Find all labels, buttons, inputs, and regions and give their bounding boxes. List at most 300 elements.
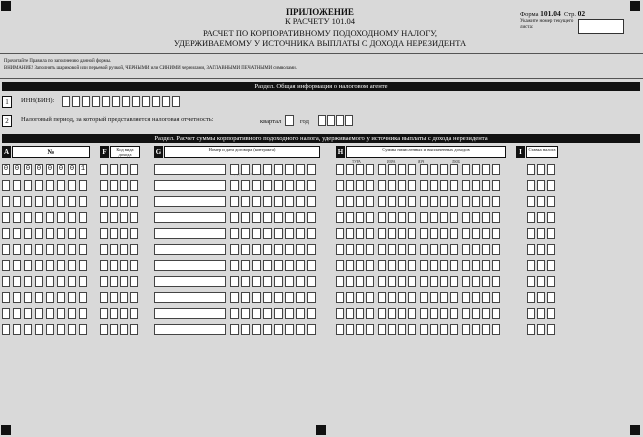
contract-number-field[interactable]	[154, 212, 226, 223]
income-amount-cell[interactable]	[450, 180, 458, 191]
income-amount-cell[interactable]	[482, 196, 490, 207]
contract-date-cell[interactable]	[252, 244, 261, 255]
income-amount-cell[interactable]	[440, 244, 448, 255]
row-number-cell[interactable]	[46, 308, 54, 319]
iin-bin-cell[interactable]	[162, 96, 170, 107]
row-number-cell[interactable]	[79, 260, 87, 271]
income-amount-cell[interactable]	[492, 212, 500, 223]
income-code-cell[interactable]	[100, 308, 108, 319]
row-number-cell[interactable]	[46, 196, 54, 207]
income-amount-cell[interactable]	[450, 308, 458, 319]
row-number-cell[interactable]	[2, 244, 10, 255]
income-amount-cell[interactable]	[356, 228, 364, 239]
income-amount-cell[interactable]	[398, 292, 406, 303]
row-number-cell[interactable]	[24, 244, 32, 255]
tax-rate-cell[interactable]	[537, 292, 545, 303]
income-code-cell[interactable]	[120, 292, 128, 303]
income-code-cell[interactable]	[100, 180, 108, 191]
income-amount-cell[interactable]	[420, 196, 428, 207]
contract-date-cell[interactable]	[307, 244, 316, 255]
income-amount-cell[interactable]	[462, 212, 470, 223]
contract-number-field[interactable]	[154, 228, 226, 239]
income-amount-cell[interactable]	[492, 244, 500, 255]
contract-date-cell[interactable]	[296, 164, 305, 175]
income-code-cell[interactable]	[120, 260, 128, 271]
income-amount-cell[interactable]	[482, 180, 490, 191]
income-amount-cell[interactable]	[336, 164, 344, 175]
income-code-cell[interactable]	[120, 276, 128, 287]
income-amount-cell[interactable]	[492, 324, 500, 335]
contract-date-cell[interactable]	[263, 276, 272, 287]
income-amount-cell[interactable]	[408, 244, 416, 255]
income-code-cell[interactable]	[110, 244, 118, 255]
income-code-cell[interactable]	[100, 196, 108, 207]
income-amount-cell[interactable]	[462, 196, 470, 207]
income-code-cell[interactable]	[130, 228, 138, 239]
income-amount-cell[interactable]	[430, 180, 438, 191]
row-number-cell[interactable]: 0	[25, 165, 31, 173]
row-number-cell[interactable]	[13, 180, 21, 191]
row-number-cell[interactable]	[35, 180, 43, 191]
income-amount-cell[interactable]	[472, 244, 480, 255]
tax-rate-cell[interactable]	[547, 292, 555, 303]
contract-date-cell[interactable]	[285, 260, 294, 271]
contract-date-cell[interactable]	[285, 308, 294, 319]
contract-date-cell[interactable]	[285, 292, 294, 303]
row-number-cell[interactable]	[68, 308, 76, 319]
income-code-cell[interactable]	[130, 324, 138, 335]
income-amount-cell[interactable]	[440, 324, 448, 335]
income-amount-cell[interactable]	[346, 196, 354, 207]
income-amount-cell[interactable]	[398, 260, 406, 271]
contract-date-cell[interactable]	[274, 212, 283, 223]
income-code-cell[interactable]	[120, 180, 128, 191]
income-amount-cell[interactable]	[420, 260, 428, 271]
contract-date-cell[interactable]	[285, 196, 294, 207]
tax-rate-cell[interactable]	[527, 180, 535, 191]
income-amount-cell[interactable]	[398, 324, 406, 335]
income-amount-cell[interactable]	[356, 196, 364, 207]
income-amount-cell[interactable]	[388, 276, 396, 287]
contract-date-cell[interactable]	[263, 260, 272, 271]
income-amount-cell[interactable]	[346, 292, 354, 303]
income-amount-cell[interactable]	[440, 196, 448, 207]
contract-date-cell[interactable]	[230, 244, 239, 255]
row-number-cell[interactable]	[2, 260, 10, 271]
contract-date-cell[interactable]	[307, 276, 316, 287]
income-amount-cell[interactable]	[356, 324, 364, 335]
income-amount-cell[interactable]	[462, 244, 470, 255]
row-number-cell[interactable]	[68, 228, 76, 239]
row-number-cell[interactable]	[35, 212, 43, 223]
row-number-cell[interactable]	[79, 228, 87, 239]
income-code-cell[interactable]	[100, 292, 108, 303]
income-amount-cell[interactable]	[462, 180, 470, 191]
row-number-cell[interactable]: 0	[69, 165, 75, 173]
contract-date-cell[interactable]	[307, 212, 316, 223]
tax-rate-cell[interactable]	[547, 180, 555, 191]
contract-date-cell[interactable]	[296, 212, 305, 223]
contract-date-cell[interactable]	[296, 228, 305, 239]
income-amount-cell[interactable]	[440, 180, 448, 191]
income-amount-cell[interactable]	[492, 260, 500, 271]
income-amount-cell[interactable]	[356, 212, 364, 223]
income-amount-cell[interactable]	[472, 212, 480, 223]
income-amount-cell[interactable]	[430, 308, 438, 319]
income-amount-cell[interactable]	[398, 244, 406, 255]
income-amount-cell[interactable]	[346, 212, 354, 223]
contract-date-cell[interactable]	[307, 164, 316, 175]
contract-date-cell[interactable]	[230, 292, 239, 303]
income-amount-cell[interactable]	[356, 308, 364, 319]
row-number-cell[interactable]	[79, 244, 87, 255]
income-code-cell[interactable]	[110, 164, 118, 175]
contract-date-cell[interactable]	[230, 180, 239, 191]
contract-date-cell[interactable]	[252, 164, 261, 175]
income-amount-cell[interactable]	[388, 260, 396, 271]
contract-date-cell[interactable]	[307, 260, 316, 271]
row-number-cell[interactable]	[24, 260, 32, 271]
contract-date-cell[interactable]	[263, 196, 272, 207]
contract-date-cell[interactable]	[285, 180, 294, 191]
income-code-cell[interactable]	[130, 164, 138, 175]
contract-date-cell[interactable]	[230, 196, 239, 207]
income-amount-cell[interactable]	[378, 196, 386, 207]
income-amount-cell[interactable]	[408, 164, 416, 175]
row-number-cell[interactable]	[46, 180, 54, 191]
row-number-cell[interactable]	[13, 292, 21, 303]
tax-rate-cell[interactable]	[537, 180, 545, 191]
income-amount-cell[interactable]	[462, 228, 470, 239]
income-code-cell[interactable]	[100, 324, 108, 335]
contract-date-cell[interactable]	[285, 228, 294, 239]
income-code-cell[interactable]	[100, 276, 108, 287]
income-amount-cell[interactable]	[336, 228, 344, 239]
contract-date-cell[interactable]	[307, 308, 316, 319]
income-amount-cell[interactable]	[378, 212, 386, 223]
iin-bin-cell[interactable]	[82, 96, 90, 107]
income-amount-cell[interactable]	[366, 324, 374, 335]
row-number-cell[interactable]	[24, 276, 32, 287]
row-number-cell[interactable]	[2, 212, 10, 223]
income-amount-cell[interactable]	[366, 212, 374, 223]
tax-rate-cell[interactable]	[547, 244, 555, 255]
income-amount-cell[interactable]	[378, 228, 386, 239]
contract-date-cell[interactable]	[241, 276, 250, 287]
income-amount-cell[interactable]	[450, 212, 458, 223]
income-code-cell[interactable]	[100, 164, 108, 175]
tax-rate-cell[interactable]	[527, 260, 535, 271]
income-amount-cell[interactable]	[336, 244, 344, 255]
contract-number-field[interactable]	[154, 324, 226, 335]
contract-date-cell[interactable]	[241, 308, 250, 319]
income-amount-cell[interactable]	[492, 228, 500, 239]
row-number-cell[interactable]	[35, 276, 43, 287]
contract-date-cell[interactable]	[285, 324, 294, 335]
contract-date-cell[interactable]	[296, 180, 305, 191]
contract-date-cell[interactable]	[263, 324, 272, 335]
income-code-cell[interactable]	[110, 212, 118, 223]
row-number-cell[interactable]	[2, 228, 10, 239]
contract-date-cell[interactable]	[230, 276, 239, 287]
contract-date-cell[interactable]	[230, 228, 239, 239]
income-amount-cell[interactable]	[482, 212, 490, 223]
contract-date-cell[interactable]	[241, 212, 250, 223]
income-code-cell[interactable]	[120, 244, 128, 255]
income-amount-cell[interactable]	[408, 196, 416, 207]
contract-date-cell[interactable]	[307, 196, 316, 207]
row-number-cell[interactable]	[57, 260, 65, 271]
contract-date-cell[interactable]	[263, 164, 272, 175]
income-amount-cell[interactable]	[420, 276, 428, 287]
contract-date-cell[interactable]	[230, 308, 239, 319]
income-amount-cell[interactable]	[378, 180, 386, 191]
income-amount-cell[interactable]	[388, 308, 396, 319]
income-amount-cell[interactable]	[440, 212, 448, 223]
income-amount-cell[interactable]	[450, 196, 458, 207]
income-amount-cell[interactable]	[408, 276, 416, 287]
row-number-cell[interactable]	[57, 308, 65, 319]
income-amount-cell[interactable]	[450, 244, 458, 255]
contract-date-cell[interactable]	[296, 260, 305, 271]
contract-date-cell[interactable]	[241, 260, 250, 271]
contract-date-cell[interactable]	[241, 244, 250, 255]
contract-number-field[interactable]	[154, 308, 226, 319]
income-amount-cell[interactable]	[408, 212, 416, 223]
year-cell[interactable]	[345, 115, 353, 126]
income-amount-cell[interactable]	[472, 260, 480, 271]
tax-rate-cell[interactable]	[527, 244, 535, 255]
contract-number-field[interactable]	[154, 196, 226, 207]
income-code-cell[interactable]	[100, 260, 108, 271]
contract-date-cell[interactable]	[252, 292, 261, 303]
income-amount-cell[interactable]	[336, 292, 344, 303]
row-number-cell[interactable]	[79, 212, 87, 223]
income-amount-cell[interactable]	[430, 292, 438, 303]
tax-rate-cell[interactable]	[547, 260, 555, 271]
income-amount-cell[interactable]	[420, 212, 428, 223]
row-number-cell[interactable]	[46, 324, 54, 335]
income-code-cell[interactable]	[100, 228, 108, 239]
contract-date-cell[interactable]	[263, 292, 272, 303]
income-code-cell[interactable]	[130, 244, 138, 255]
contract-date-cell[interactable]	[274, 180, 283, 191]
income-amount-cell[interactable]	[346, 308, 354, 319]
tax-rate-cell[interactable]	[527, 324, 535, 335]
contract-date-cell[interactable]	[274, 196, 283, 207]
income-amount-cell[interactable]	[366, 164, 374, 175]
income-amount-cell[interactable]	[420, 228, 428, 239]
row-number-cell[interactable]	[79, 324, 87, 335]
contract-number-field[interactable]	[154, 180, 226, 191]
income-code-cell[interactable]	[120, 228, 128, 239]
row-number-cell[interactable]	[13, 324, 21, 335]
row-number-cell[interactable]: 0	[3, 165, 9, 173]
income-amount-cell[interactable]	[398, 212, 406, 223]
income-amount-cell[interactable]	[398, 228, 406, 239]
income-code-cell[interactable]	[110, 292, 118, 303]
row-number-cell[interactable]	[46, 244, 54, 255]
tax-rate-cell[interactable]	[547, 164, 555, 175]
row-number-cell[interactable]	[24, 308, 32, 319]
row-number-cell[interactable]	[68, 244, 76, 255]
income-amount-cell[interactable]	[388, 228, 396, 239]
sheet-number-field[interactable]	[578, 19, 624, 34]
income-amount-cell[interactable]	[346, 228, 354, 239]
iin-bin-cell[interactable]	[62, 96, 70, 107]
income-amount-cell[interactable]	[336, 308, 344, 319]
contract-date-cell[interactable]	[263, 308, 272, 319]
contract-date-cell[interactable]	[274, 292, 283, 303]
tax-rate-cell[interactable]	[537, 212, 545, 223]
contract-date-cell[interactable]	[252, 324, 261, 335]
iin-bin-cell[interactable]	[72, 96, 80, 107]
iin-bin-cell[interactable]	[132, 96, 140, 107]
row-number-cell[interactable]	[46, 228, 54, 239]
tax-rate-cell[interactable]	[537, 260, 545, 271]
iin-bin-cell[interactable]	[112, 96, 120, 107]
tax-rate-cell[interactable]	[537, 228, 545, 239]
income-amount-cell[interactable]	[366, 260, 374, 271]
row-number-cell[interactable]	[13, 244, 21, 255]
tax-rate-cell[interactable]	[527, 164, 535, 175]
contract-date-cell[interactable]	[307, 228, 316, 239]
income-amount-cell[interactable]	[492, 164, 500, 175]
iin-bin-cell[interactable]	[172, 96, 180, 107]
iin-bin-cell[interactable]	[92, 96, 100, 107]
income-amount-cell[interactable]	[440, 260, 448, 271]
row-number-cell[interactable]	[13, 276, 21, 287]
contract-date-cell[interactable]	[296, 308, 305, 319]
income-amount-cell[interactable]	[492, 276, 500, 287]
row-number-cell[interactable]	[57, 244, 65, 255]
income-amount-cell[interactable]	[336, 212, 344, 223]
income-amount-cell[interactable]	[408, 260, 416, 271]
row-number-cell[interactable]	[24, 324, 32, 335]
contract-number-field[interactable]	[154, 244, 226, 255]
row-number-cell[interactable]: 0	[14, 165, 20, 173]
row-number-cell[interactable]	[24, 212, 32, 223]
row-number-cell[interactable]	[57, 180, 65, 191]
income-amount-cell[interactable]	[398, 308, 406, 319]
income-amount-cell[interactable]	[388, 212, 396, 223]
row-number-cell[interactable]	[57, 324, 65, 335]
contract-date-cell[interactable]	[252, 180, 261, 191]
row-number-cell[interactable]	[57, 228, 65, 239]
row-number-cell[interactable]	[46, 212, 54, 223]
contract-date-cell[interactable]	[241, 324, 250, 335]
contract-date-cell[interactable]	[230, 164, 239, 175]
income-amount-cell[interactable]	[356, 260, 364, 271]
income-amount-cell[interactable]	[378, 308, 386, 319]
row-number-cell[interactable]	[68, 260, 76, 271]
income-amount-cell[interactable]	[366, 228, 374, 239]
income-amount-cell[interactable]	[462, 324, 470, 335]
income-amount-cell[interactable]	[420, 292, 428, 303]
income-amount-cell[interactable]	[408, 180, 416, 191]
contract-date-cell[interactable]	[241, 196, 250, 207]
contract-date-cell[interactable]	[274, 228, 283, 239]
contract-date-cell[interactable]	[296, 292, 305, 303]
income-code-cell[interactable]	[120, 164, 128, 175]
income-amount-cell[interactable]	[398, 196, 406, 207]
contract-date-cell[interactable]	[307, 292, 316, 303]
row-number-cell[interactable]	[68, 196, 76, 207]
income-amount-cell[interactable]	[440, 164, 448, 175]
income-amount-cell[interactable]	[450, 276, 458, 287]
row-number-cell[interactable]	[68, 276, 76, 287]
tax-rate-cell[interactable]	[527, 308, 535, 319]
income-amount-cell[interactable]	[482, 276, 490, 287]
income-amount-cell[interactable]	[450, 292, 458, 303]
income-code-cell[interactable]	[130, 292, 138, 303]
income-amount-cell[interactable]	[408, 308, 416, 319]
row-number-cell[interactable]	[2, 308, 10, 319]
contract-date-cell[interactable]	[296, 324, 305, 335]
income-amount-cell[interactable]	[378, 244, 386, 255]
row-number-cell[interactable]	[2, 180, 10, 191]
income-amount-cell[interactable]	[482, 164, 490, 175]
income-amount-cell[interactable]	[462, 164, 470, 175]
income-amount-cell[interactable]	[430, 164, 438, 175]
tax-rate-cell[interactable]	[537, 308, 545, 319]
year-cell[interactable]	[327, 115, 335, 126]
contract-date-cell[interactable]	[252, 212, 261, 223]
income-amount-cell[interactable]	[440, 292, 448, 303]
income-amount-cell[interactable]	[346, 244, 354, 255]
contract-date-cell[interactable]	[252, 308, 261, 319]
contract-date-cell[interactable]	[274, 308, 283, 319]
row-number-cell[interactable]: 0	[36, 165, 42, 173]
income-code-cell[interactable]	[110, 180, 118, 191]
tax-rate-cell[interactable]	[527, 212, 535, 223]
contract-number-field[interactable]	[154, 276, 226, 287]
tax-rate-cell[interactable]	[537, 196, 545, 207]
income-amount-cell[interactable]	[408, 228, 416, 239]
income-amount-cell[interactable]	[336, 260, 344, 271]
income-amount-cell[interactable]	[366, 292, 374, 303]
tax-rate-cell[interactable]	[547, 324, 555, 335]
tax-rate-cell[interactable]	[527, 196, 535, 207]
row-number-cell[interactable]	[68, 180, 76, 191]
contract-date-cell[interactable]	[274, 324, 283, 335]
contract-date-cell[interactable]	[230, 324, 239, 335]
row-number-cell[interactable]	[35, 244, 43, 255]
income-code-cell[interactable]	[130, 260, 138, 271]
income-amount-cell[interactable]	[482, 324, 490, 335]
income-amount-cell[interactable]	[366, 308, 374, 319]
row-number-cell[interactable]	[24, 292, 32, 303]
contract-date-cell[interactable]	[263, 212, 272, 223]
income-amount-cell[interactable]	[388, 292, 396, 303]
income-amount-cell[interactable]	[420, 164, 428, 175]
income-amount-cell[interactable]	[420, 244, 428, 255]
income-code-cell[interactable]	[110, 308, 118, 319]
row-number-cell[interactable]	[79, 196, 87, 207]
contract-date-cell[interactable]	[252, 228, 261, 239]
contract-date-cell[interactable]	[263, 180, 272, 191]
income-amount-cell[interactable]	[356, 180, 364, 191]
row-number-cell[interactable]	[2, 276, 10, 287]
contract-date-cell[interactable]	[241, 180, 250, 191]
row-number-cell[interactable]	[24, 180, 32, 191]
contract-date-cell[interactable]	[252, 196, 261, 207]
row-number-cell[interactable]	[68, 212, 76, 223]
income-amount-cell[interactable]	[430, 260, 438, 271]
row-number-cell[interactable]	[57, 212, 65, 223]
contract-date-cell[interactable]	[307, 324, 316, 335]
income-amount-cell[interactable]	[336, 196, 344, 207]
